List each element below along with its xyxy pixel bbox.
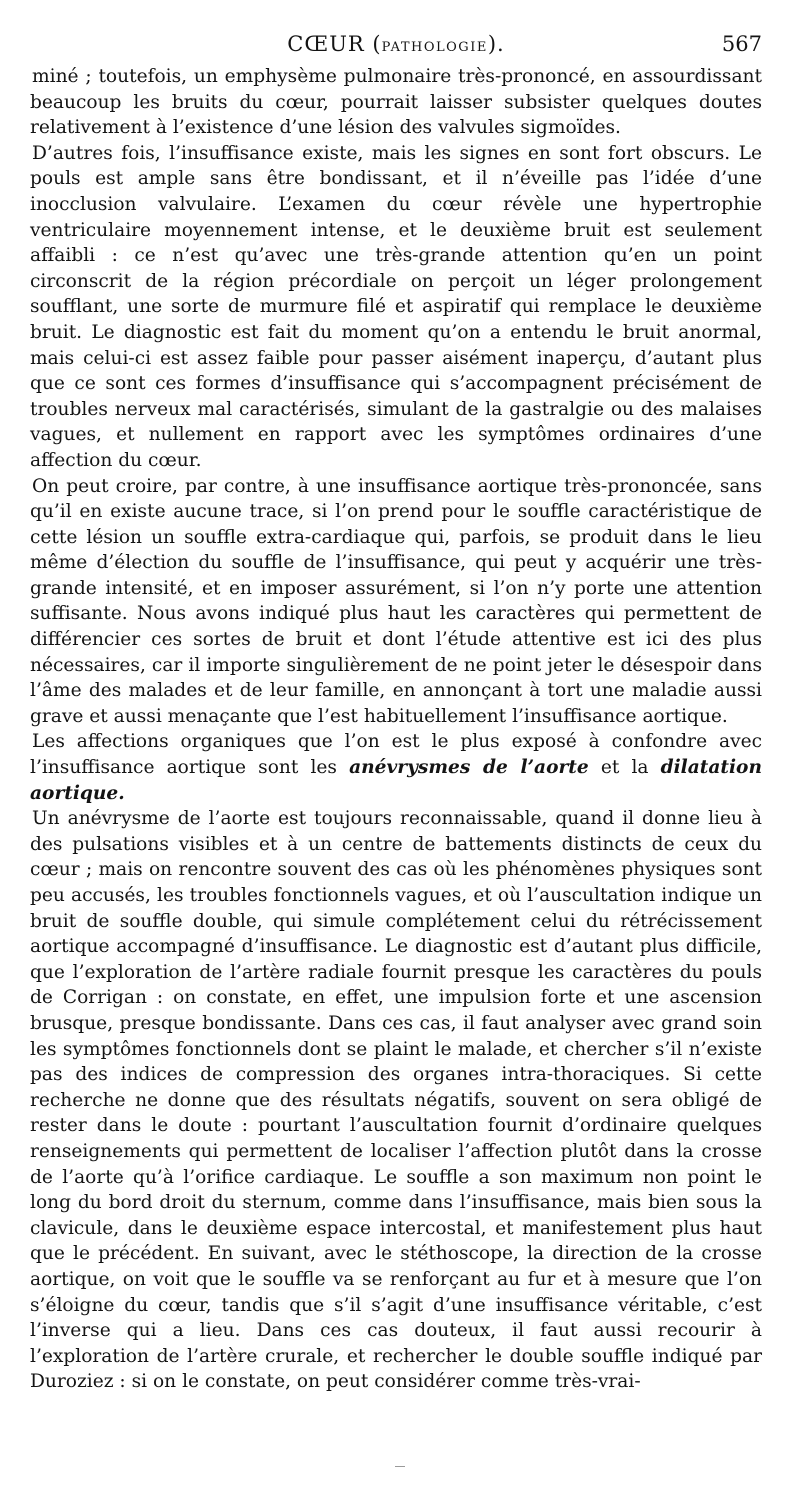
paragraph-obscure-signs: D’autres fois, l’insuffisance existe, mais les signes en sont fort obscurs. Le pouls est ample sans être bondissant, et il n’éveille pas l’idée d’une inocclusion valvulaire. L’examen du cœur révèle une hypertrophie ventriculaire moyennement intense, et le deuxième bruit est seulement affaibli : ce n’est qu’avec une très-grande attention qu’en un point circonscrit de la région précordiale on perçoit un léger prolongement soufflant, une sorte de murmure filé et aspiratif qui remplace le deuxième bruit. Le diagnostic est fait du moment qu’on a entendu le bruit anormal, mais celui-ci est assez faible pour passer aisément inaperçu, d’autant plus que ce sont ces formes d’insuffisance qui s’accompagnent précisément de troubles nerveux mal caractérisés, simulant de la gastralgie ou des malaises vagues, et nullement en rapport avec les symptômes ordinaires d’une affection du cœur.: [30, 142, 762, 471]
paragraph-text-middle: et la: [588, 757, 661, 779]
paragraph-extracardiac-murmur: On peut croire, par contre, à une insuffisance aortique très-prononcée, sans qu’il en existe aucune trace, si l’on prend pour le souffle caractéristique de cette lésion un souffle extra-cardiaque qui, parfois, se produit dans le lieu même d’élection du souffle de l’insuffisance, qui peut y acquérir une très-grande intensité, et en imposer assurément, si l’on n’y porte une attention suffisante. Nous avons indiqué plus haut les caractères qui permettent de différencier ces sortes de bruit et dont l’étude attentive est ici des plus nécessaires, car il importe singulièrement de ne point jeter le désespoir dans l’âme des malades et de leur famille, en annonçant à tort une maladie aussi grave et aussi menaçante que l’est habituellement l’insuffisance aortique.: [30, 475, 762, 727]
page-number: 567: [721, 32, 762, 56]
running-title-main: CŒUR: [287, 32, 365, 56]
book-page: [30, 30, 762, 1395]
footer-rule: [395, 1466, 405, 1467]
paragraph-aneurysm-diagnosis: Un anévrysme de l’aorte est toujours reconnaissable, quand il donne lieu à des pulsations visibles et à un centre de battements distincts de ceux du cœur ; mais on rencontre souvent des cas où les phénomènes physiques sont peu accusés, les troubles fonctionnels vagues, et où l’auscultation indique un bruit de souffle double, qui simule complétement celui du rétrécissement aortique accompagné d’insuffisance. Le diagnostic est d’autant plus difficile, que l’exploration de l’artère radiale fournit presque les caractères du pouls de Corrigan : on constate, en effet, une impulsion forte et une ascension brusque, presque bondissante. Dans ces cas, il faut analyser avec grand soin les symptômes fonctionnels dont se plaint le malade, et chercher s’il n’existe pas des indices de compression des organes intra-thoraciques. Si cette recherche ne donne que des résultats négatifs, souvent on sera obligé de rester dans le doute : pourtant l’auscultation fournit d’ordinaire quelques renseignements qui permettent de localiser l’affection plutôt dans la crosse de l’aorte qu’à l’orifice cardiaque. Le souffle a son maximum non point le long du bord droit du sternum, comme dans l’insuffisance, mais bien sous la clavicule, dans le deuxième espace intercostal, et manifestement plus haut que le précédent. En suivant, avec le stéthoscope, la direction de la crosse aortique, on voit que le souffle va se renforçant au fur et à mesure que l’on s’éloigne du cœur, tandis que s’il s’agit d’une insuffisance véritable, c’est l’inverse qui a lieu. Dans ces cas douteux, il faut aussi recourir à l’exploration de l’artère crurale, et rechercher le double souffle indiqué par Duroziez : si on le constate, on peut considérer comme très-vrai-: [30, 808, 762, 1393]
term-aortic-dilatation: dilatation aortique.: [30, 757, 762, 804]
running-title-open: (: [364, 32, 382, 56]
paragraph-differential-affections: [30, 729, 762, 806]
paragraph-continuation: miné ; toutefois, un emphysème pulmonaire très-prononcé, en assourdissant beaucoup les bruits du cœur, pourrait laisser subsister quelques doutes relativement à l’existence d’une lésion des valvules sigmoïdes.: [30, 66, 762, 139]
term-aortic-aneurysm: anévrysmes de l’aorte: [349, 757, 589, 779]
paragraph-text-before: Les affections organiques que l’on est le plus exposé à confondre avec l’insuffisance aortique sont les: [30, 731, 762, 779]
running-header: [30, 30, 762, 64]
running-title-section: PATHOLOGIE: [381, 40, 488, 55]
running-title-close: ).: [487, 32, 505, 56]
body-text: [30, 64, 762, 1395]
running-title: [30, 32, 762, 56]
